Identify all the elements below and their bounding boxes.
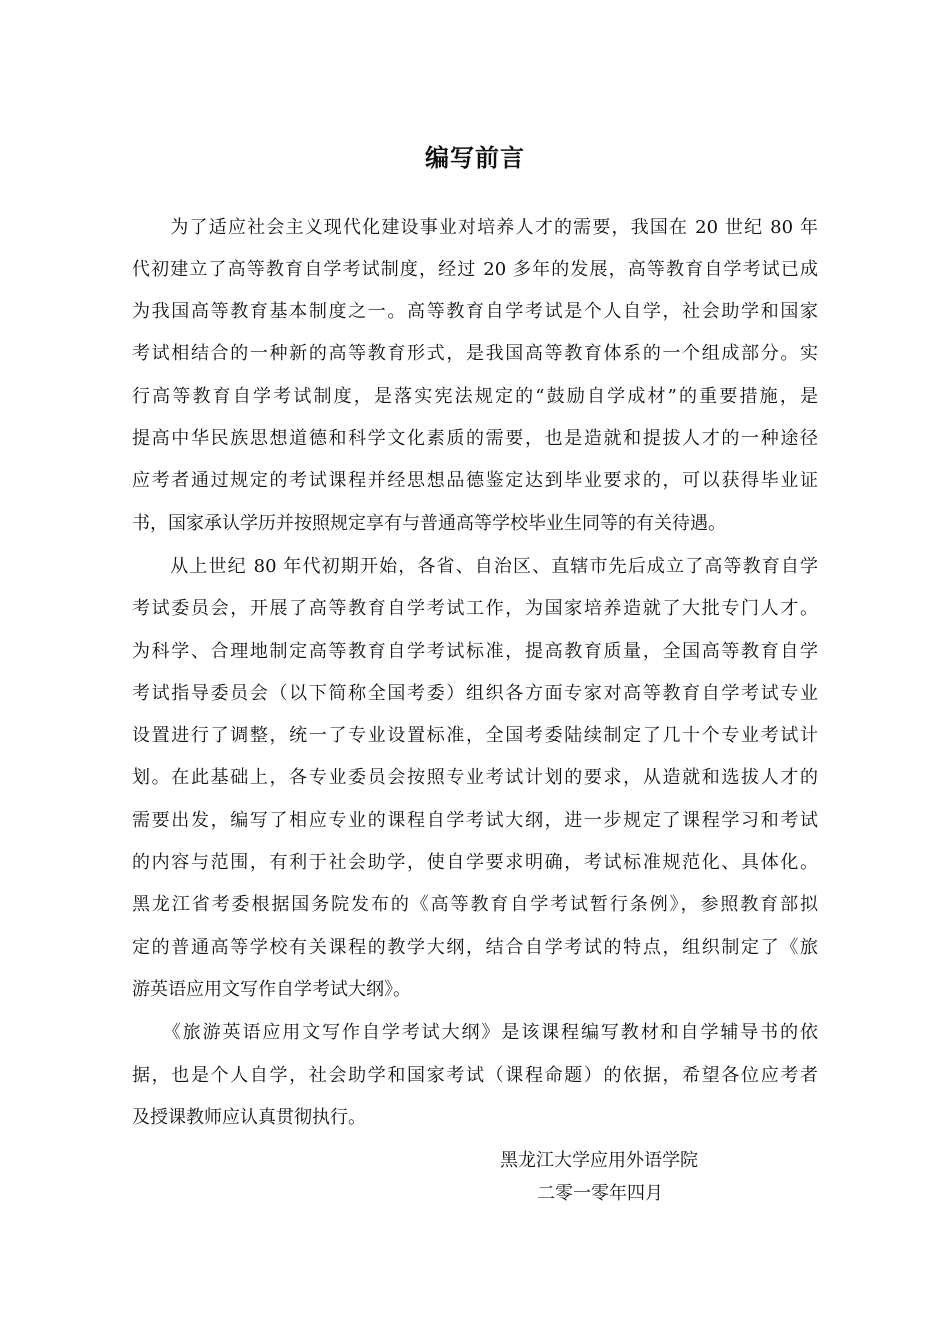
text-line: 为我国高等教育基本制度之一。高等教育自学考试是个人自学，社会助学和国家 [132,301,818,322]
text-line: 书，国家承认学历并按照规定享有与普通高等学校毕业生同等的有关待遇。 [132,513,726,534]
text-line: 考试指导委员会（以下简称全国考委）组织各方面专家对高等教育自学考试专业 [132,683,818,704]
signature-date: 二零一零年四月 [537,1183,663,1204]
text-line: 划。在此基础上，各专业委员会按照专业考试计划的要求，从造就和选拔人才的 [132,767,818,788]
text-line: 从上世纪 80 年代初期开始，各省、自治区、直辖市先后成立了高等教育自学 [132,556,818,577]
text-line: 据，也是个人自学，社会助学和国家考试（课程命题）的依据，希望各位应考者 [132,1065,818,1086]
text-line: 设置进行了调整，统一了专业设置标准，全国考委陆续制定了几十个专业考试计 [132,725,818,746]
text-line: 及授课教师应认真贯彻执行。 [132,1107,366,1128]
text-line: 考试相结合的一种新的高等教育形式，是我国高等教育体系的一个组成部分。实 [132,343,818,364]
text-line: 行高等教育自学考试制度，是落实宪法规定的“鼓励自学成材”的重要措施，是 [132,386,818,407]
text-line: 考试委员会，开展了高等教育自学考试工作，为国家培养造就了大批专门人才。 [132,598,818,619]
text-line: 提高中华民族思想道德和科学文化素质的需要，也是造就和提拔人才的一种途径 [132,428,818,449]
text-line: 代初建立了高等教育自学考试制度，经过 20 多年的发展，高等教育自学考试已成 [132,259,818,280]
text-line: 《旅游英语应用文写作自学考试大纲》是该课程编写教材和自学辅导书的依 [132,1022,818,1043]
text-line: 为了适应社会主义现代化建设事业对培养人才的需要，我国在 20 世纪 80 年 [132,217,818,238]
text-line: 游英语应用文写作自学考试大纲》。 [132,979,411,1000]
signature-organization: 黑龙江大学应用外语学院 [500,1150,698,1171]
page-title: 编写前言 [425,144,525,172]
text-line: 定的普通高等学校有关课程的教学大纲，结合自学考试的特点，组织制定了《旅 [132,937,818,958]
text-line: 的内容与范围，有利于社会助学，使自学要求明确，考试标准规范化、具体化。 [132,852,818,873]
text-line: 应考者通过规定的考试课程并经思想品德鉴定达到毕业要求的，可以获得毕业证 [132,470,818,491]
text-line: 需要出发，编写了相应专业的课程自学考试大纲，进一步规定了课程学习和考试 [132,810,818,831]
text-line: 黑龙江省考委根据国务院发布的《高等教育自学考试暂行条例》，参照教育部拟 [132,894,818,915]
text-line: 为科学、合理地制定高等教育自学考试标准，提高教育质量，全国高等教育自学 [132,641,818,662]
